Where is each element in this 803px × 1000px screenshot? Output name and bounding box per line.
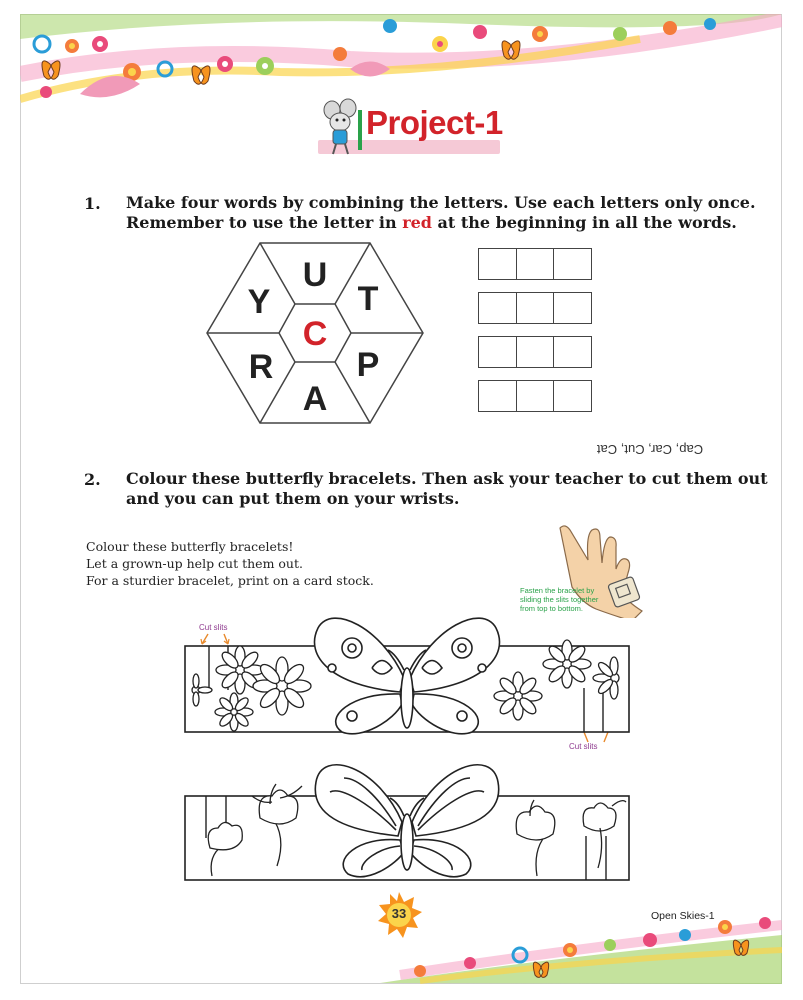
question-2-line-2: and you can put them on your wrists.: [126, 489, 460, 508]
hex-center-letter: C: [302, 315, 328, 353]
hex-letter-bottom-left: R: [248, 348, 274, 386]
hex-letter-top: U: [302, 256, 328, 294]
bracelet-instructions: [86, 538, 374, 589]
hex-letter-bottom: A: [302, 380, 328, 418]
hex-letter-top-left: Y: [247, 283, 271, 321]
instruction-line: Colour these butterfly bracelets!: [86, 539, 294, 554]
instruction-line: For a sturdier bracelet, print on a card stock.: [86, 573, 374, 588]
question-1-number: 1.: [84, 194, 101, 213]
question-2-number: 2.: [84, 470, 101, 489]
answer-grid: [478, 248, 593, 418]
project-title: [318, 96, 508, 160]
q1-red-word: red: [402, 213, 432, 232]
hex-letter-top-right: T: [357, 280, 379, 318]
q1-line2-before: Remember to use the letter in: [126, 213, 403, 232]
answer-row-1: [478, 248, 592, 280]
question-2-line-1: Colour these butterfly bracelets. Then ask your teacher to cut them out: [126, 469, 768, 488]
page-title: Project-1: [366, 104, 503, 141]
answer-row-2: [478, 292, 592, 324]
answer-cell[interactable]: [516, 248, 555, 280]
fasten-line: sliding the slits together: [520, 595, 599, 604]
answer-cell[interactable]: [478, 292, 517, 324]
answer-row-3: [478, 336, 592, 368]
butterfly-bracelet-tulips: [182, 756, 632, 886]
instruction-line: Let a grown-up help cut them out.: [86, 556, 303, 571]
page-number: 33: [391, 906, 407, 921]
answer-cell[interactable]: [553, 248, 592, 280]
fasten-line: from top to bottom.: [520, 604, 583, 613]
page-number-badge: [376, 892, 422, 938]
book-title: Open Skies-1: [651, 910, 715, 922]
question-1-line-2: [126, 212, 737, 234]
fasten-line: Fasten the bracelet by: [520, 586, 595, 595]
question-1-line-1: Make four words by combining the letters. Use each letters only once.: [126, 193, 756, 212]
answer-cell[interactable]: [553, 336, 592, 368]
answer-cell[interactable]: [516, 292, 555, 324]
cut-slits-label-bottom: Cut slits: [569, 742, 598, 751]
bottom-floral-border: [380, 905, 782, 984]
q1-line2-after: at the beginning in all the words.: [431, 213, 737, 232]
hex-letter-bottom-right: P: [356, 346, 380, 384]
butterfly-bracelet-flowers: [182, 608, 632, 738]
upside-down-answer: Cap, Car, Cut, Cat: [596, 442, 704, 457]
answer-cell[interactable]: [478, 248, 517, 280]
answer-row-4: [478, 380, 592, 412]
answer-cell[interactable]: [553, 380, 592, 412]
answer-cell[interactable]: [516, 336, 555, 368]
answer-cell[interactable]: [478, 380, 517, 412]
mouse-mascot-icon: [318, 96, 368, 156]
answer-cell[interactable]: [553, 292, 592, 324]
answer-cell[interactable]: [516, 380, 555, 412]
cut-slits-label-top: Cut slits: [199, 623, 228, 632]
answer-cell[interactable]: [478, 336, 517, 368]
letter-hexagon-puzzle: [205, 238, 425, 428]
